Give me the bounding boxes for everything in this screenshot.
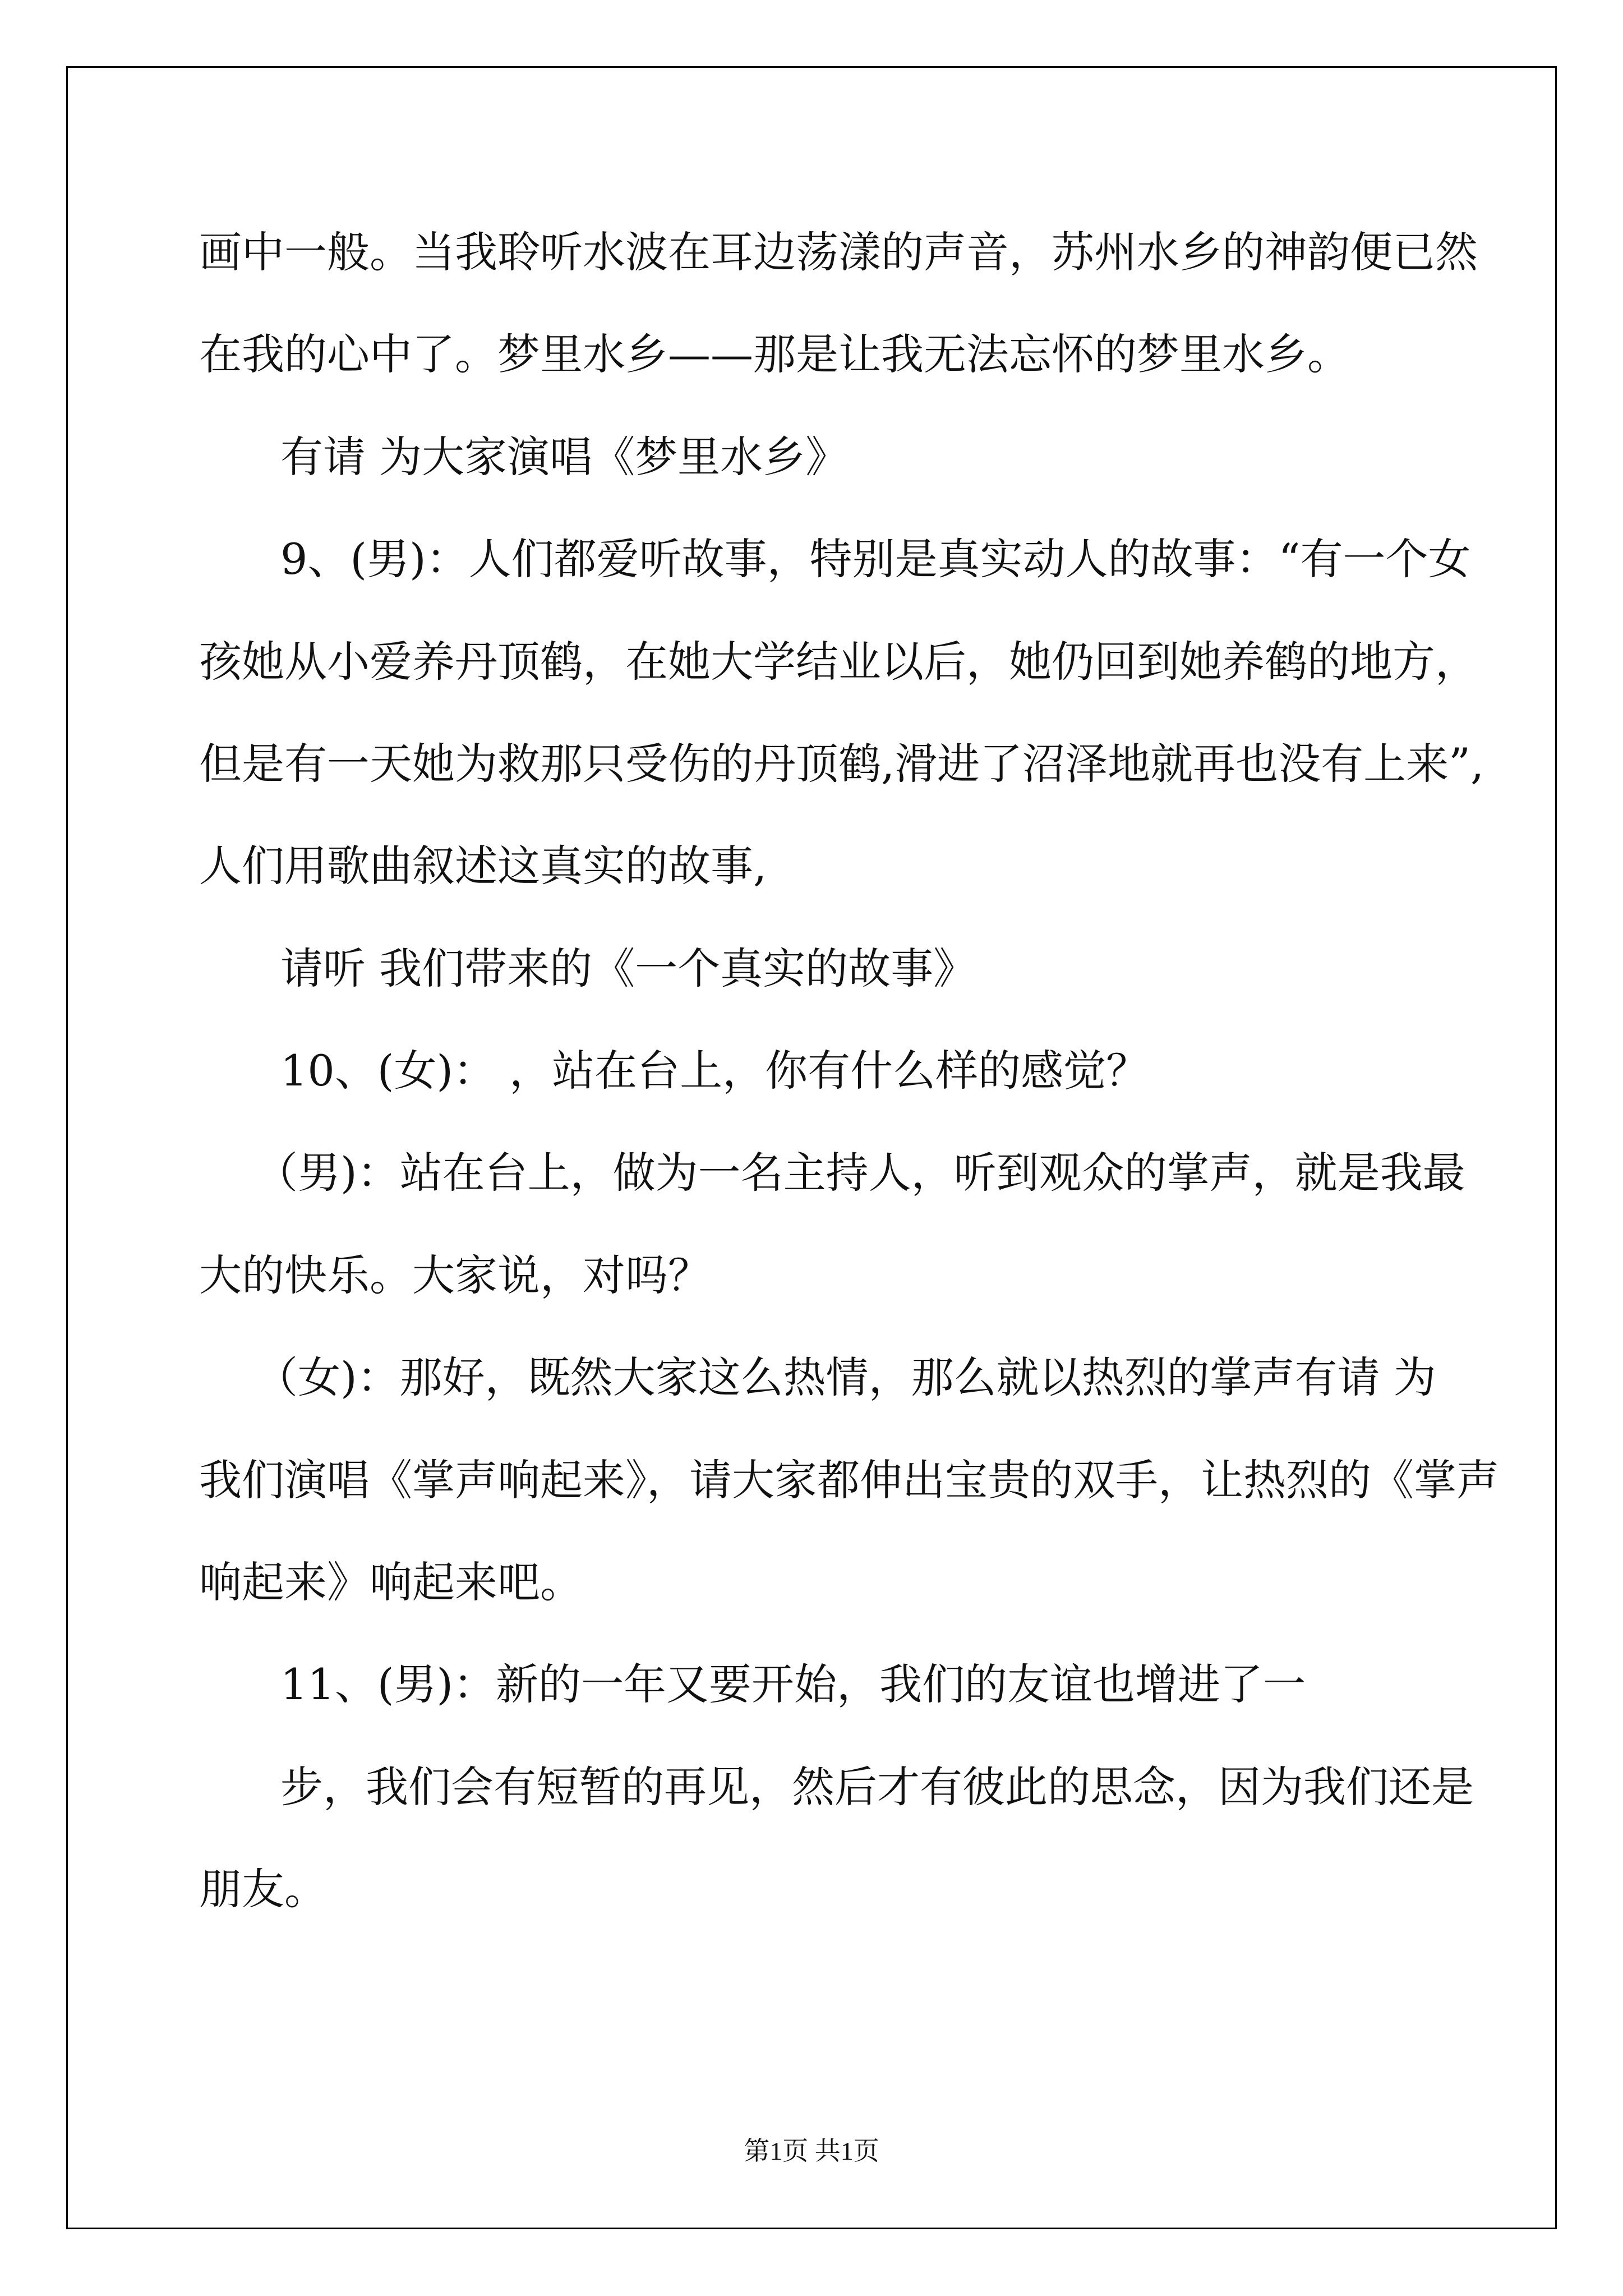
text-line-17: 朋友。 [199, 1864, 327, 1914]
text-line-9: 10、(女)： ，站在台上，你有什么样的感觉？ [280, 1046, 1149, 1096]
page-footer: 第1页 共1页 [744, 2137, 879, 2165]
text-line-14: 响起来》响起来吧。 [199, 1557, 583, 1607]
text-line-10: （男)：站在台上，做为一名主持人，听到观众的掌声，就是我最 [255, 1148, 1465, 1198]
text-line-7: 人们用歌曲叙述这真实的故事, [199, 841, 767, 891]
text-line-4: 9、(男)：人们都爱听故事，特别是真实动人的故事：“有一个女 [280, 534, 1471, 584]
text-line-2: 在我的心中了。梦里水乡——那是让我无法忘怀的梦里水乡。 [199, 329, 1350, 379]
text-line-15: 11、(男)：新的一年又要开始，我们的友谊也增进了一 [280, 1659, 1306, 1709]
text-line-11: 大的快乐。大家说，对吗？ [199, 1250, 711, 1300]
text-line-3: 有请 为大家演唱《梦里水乡》 [280, 432, 849, 482]
text-line-6: 但是有一天她为救那只受伤的丹顶鹤,滑进了沼泽地就再也没有上来”, [199, 739, 1484, 789]
text-line-16: 步，我们会有短暂的再见，然后才有彼此的思念，因为我们还是 [280, 1762, 1474, 1812]
text-line-8: 请听 我们带来的《一个真实的故事》 [280, 944, 976, 993]
text-line-1: 画中一般。当我聆听水波在耳边荡漾的声音，苏州水乡的神韵便已然 [199, 227, 1478, 277]
text-line-12: （女)：那好，既然大家这么热情，那么就以热烈的掌声有请 为 [255, 1352, 1436, 1402]
text-line-5: 孩她从小爱养丹顶鹤，在她大学结业以后，她仍回到她养鹤的地方， [199, 637, 1478, 687]
text-line-13: 我们演唱《掌声响起来》，请大家都伸出宝贵的双手，让热烈的《掌声 [199, 1455, 1499, 1505]
